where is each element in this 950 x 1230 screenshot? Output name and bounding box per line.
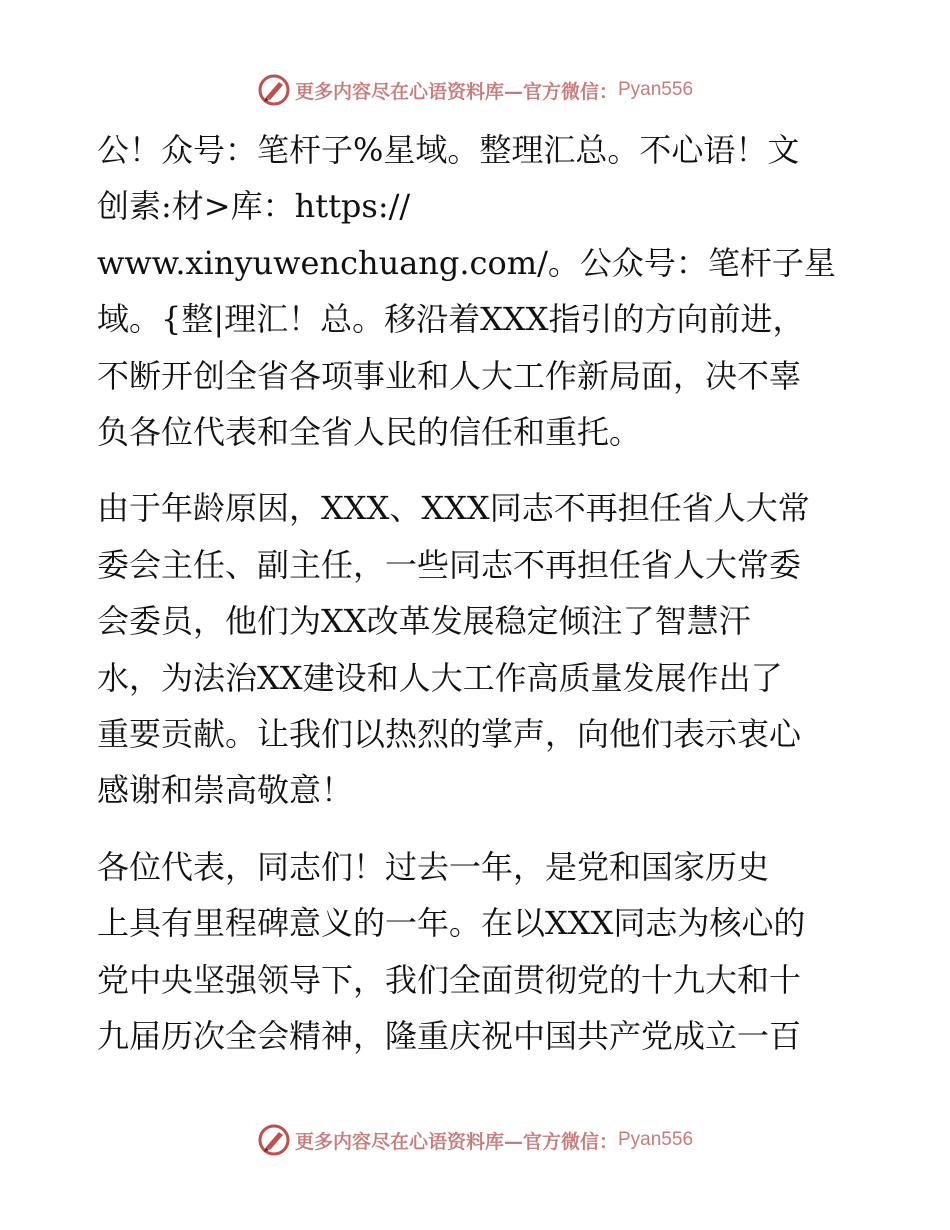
text-line: 负各位代表和全省人民的信任和重托。 [97,413,642,452]
paragraph [97,839,857,1065]
text-line: 重要贡献。让我们以热烈的掌声，向他们表示衷心 [97,715,802,754]
footer-banner [0,1120,950,1160]
text-line: 不断开创全省各项事业和人大工作新局面，决不辜 [97,356,802,395]
banner-handle: Pyan556 [618,1129,694,1150]
paragraph [97,480,857,818]
text-line: 党中央坚强领导下，我们全面贯彻党的十九大和十 [97,960,802,999]
text-line: 委会主任、副主任，一些同志不再担任省人大常委 [97,545,802,584]
banner-text: 更多内容尽在心语资料库—官方微信： [294,80,618,103]
text-line: 感谢和崇高敬意！ [97,771,354,810]
text-line: www.xinyuwenchuang.com/。公众号：笔杆子星 [97,243,836,282]
banner-handle: Pyan556 [618,79,694,100]
text-line: 创素:材>库：https:// [97,187,411,226]
text-line: 域。{整|理汇！总。移沿着XXX指引的方向前进， [97,300,805,339]
header-banner [0,70,950,110]
text-line: 公！众号：笔杆子%星域。整理汇总。不心语！文 [97,131,800,169]
pen-logo-icon [257,73,291,107]
text-line: 九届历次全会精神，隆重庆祝中国共产党成立一百 [97,1017,802,1056]
paragraph [97,122,857,460]
text-line: 各位代表，同志们！过去一年，是党和国家历史 [97,847,770,886]
text-line: 会委员，他们为XX改革发展稳定倾注了智慧汗 [97,602,751,641]
banner-text: 更多内容尽在心语资料库—官方微信： [294,1130,618,1153]
document-body [97,122,857,1065]
text-line: 由于年龄原因，XXX、XXX同志不再担任省人大常 [97,489,810,528]
text-line: 上具有里程碑意义的一年。在以XXX同志为核心的 [97,904,806,943]
text-line: 水，为法治XX建设和人大工作高质量发展作出了 [97,658,783,697]
pen-logo-icon [257,1123,291,1157]
